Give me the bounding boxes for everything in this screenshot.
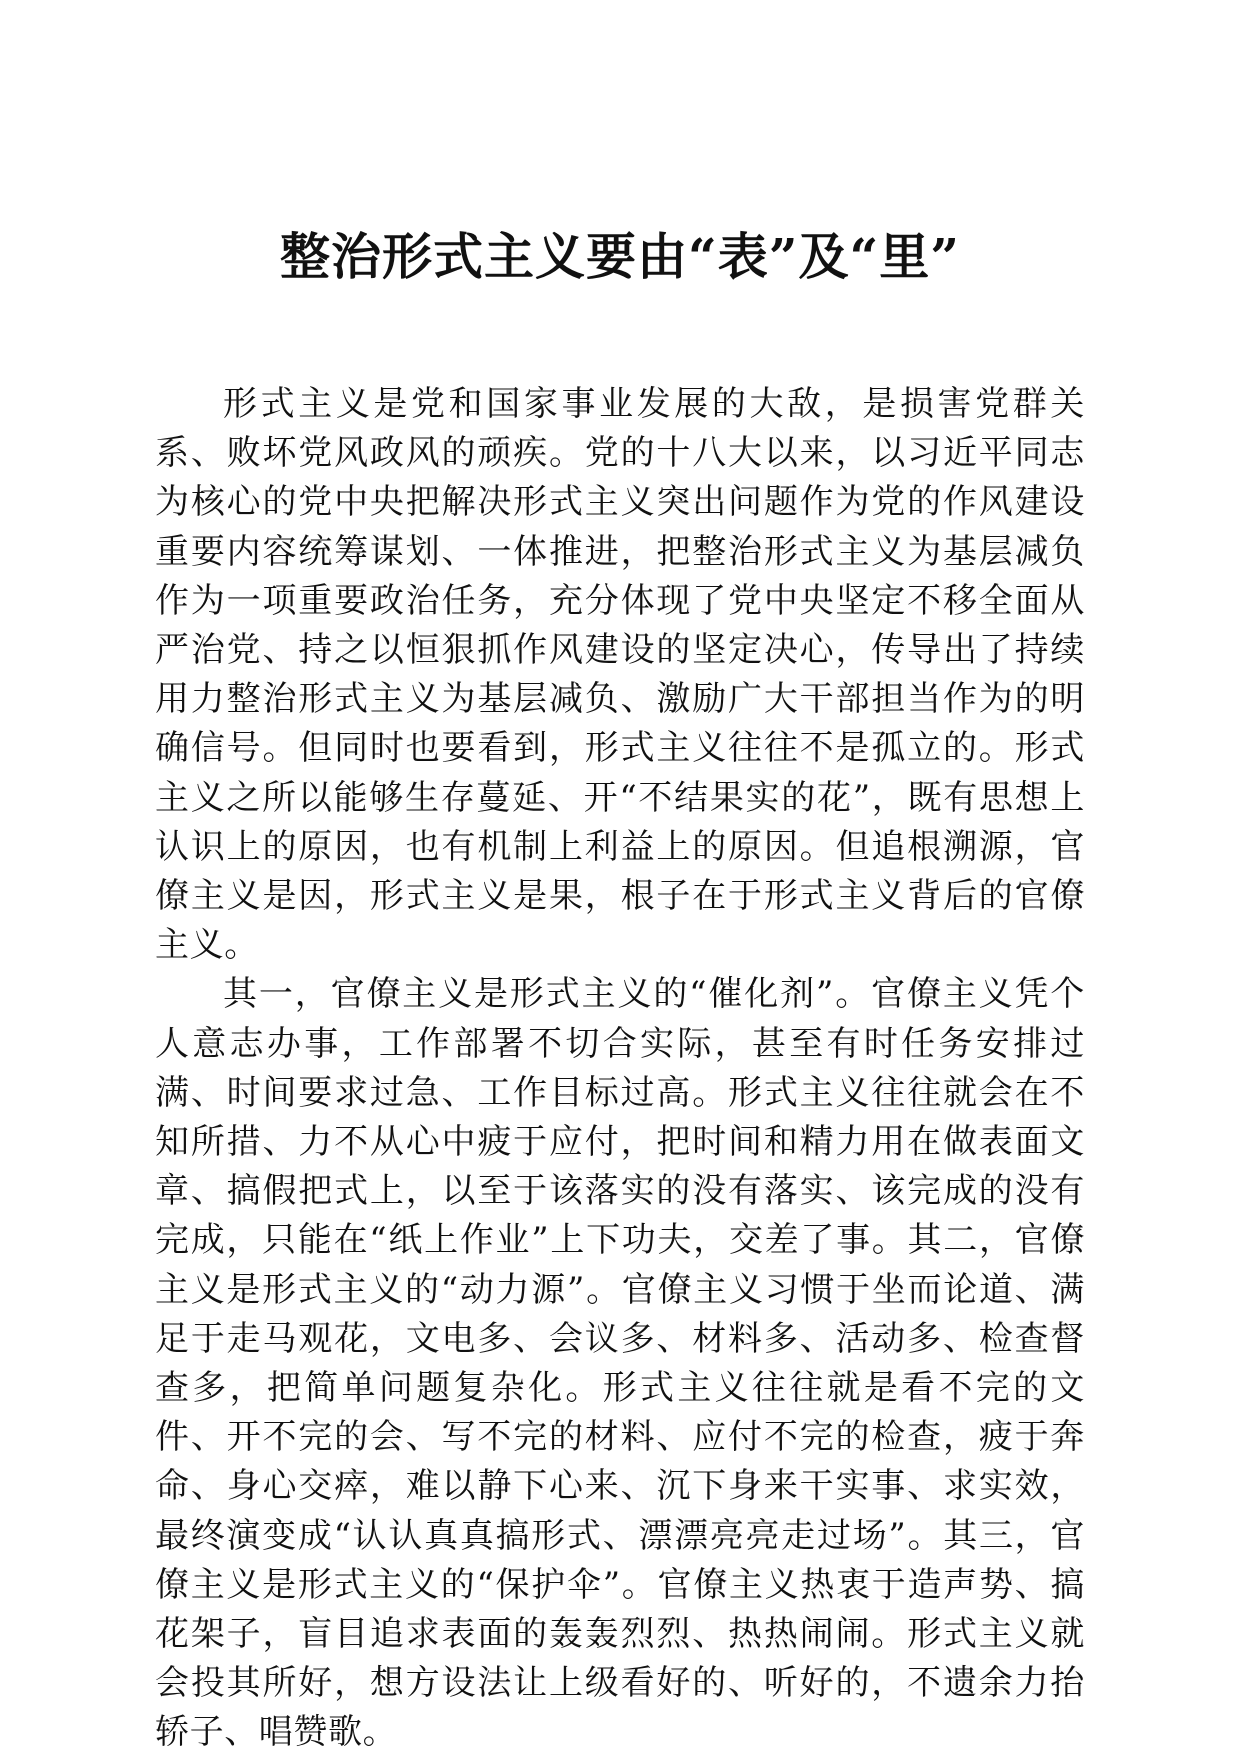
document-title: 整治形式主义要由“表”及“里” <box>279 227 961 286</box>
paragraph-1: 形式主义是党和国家事业发展的大敌，是损害党群关系、败坏党风政风的顽疾。党的十八大以来，以习近平同志为核心的党中央把解决形式主义突出问题作为党的作风建设重要内容统筹谋划、一体推进，把整治形式主义为基层减负作为一项重要政治任务，充分体现了党中央坚定不移全面从严治党、持之以恒狠抓作风建设的坚定决心，传导出了持续用力整治形式主义为基层减负、激励广大干部担当作为的明确信号。但同时也要看到，形式主义往往不是孤立的。形式主义之所以能够生存蔓延、开“不结果实的花”，既有思想上认识上的原因，也有机制上利益上的原因。但追根溯源，官僚主义是因，形式主义是果，根子在于形式主义背后的官僚主义。 <box>155 384 1085 966</box>
document-body <box>155 380 1085 1758</box>
paragraph-2: 其一，官僚主义是形式主义的“催化剂”。官僚主义凭个人意志办事，工作部署不切合实际，甚至有时任务安排过满、时间要求过急、工作目标过高。形式主义往往就会在不知所措、力不从心中疲于应付，把时间和精力用在做表面文章、搞假把式上，以至于该落实的没有落实、该完成的没有完成，只能在“纸上作业”上下功夫，交差了事。其二，官僚主义是形式主义的“动力源”。官僚主义习惯于坐而论道、满足于走马观花，文电多、会议多、材料多、活动多、检查督查多，把简单问题复杂化。形式主义往往就是看不完的文件、开不完的会、写不完的材料、应付不完的检查，疲于奔命、身心交瘁，难以静下心来、沉下身来干实事、求实效，最终演变成“认认真真搞形式、漂漂亮亮走过场”。其三，官僚主义是形式主义的“保护伞”。官僚主义热衷于造声势、搞花架子，盲目追求表面的轰轰烈烈、热热闹闹。形式主义就会投其所好，想方设法让上级看好的、听好的，不遗余力抬轿子、唱赞歌。 <box>155 974 1085 1753</box>
